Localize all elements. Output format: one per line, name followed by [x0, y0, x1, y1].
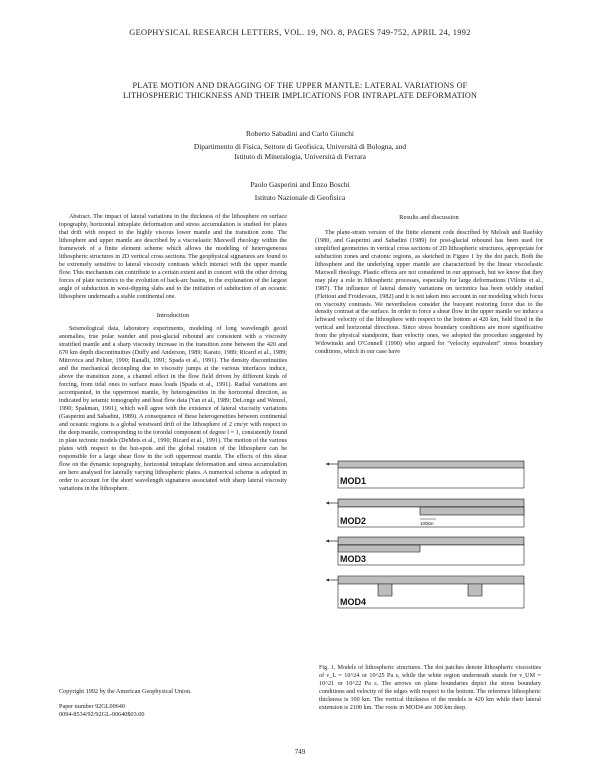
paper-number: Paper number 92GL00640 [59, 703, 125, 710]
journal-header: GEOPHYSICAL RESEARCH LETTERS, VOL. 19, NO. 8, PAGES 749-752, APRIL 24, 1992 [129, 28, 471, 37]
author-names-2: Paolo Gasperini and Enzo Boschi [250, 180, 350, 189]
affiliation-1b: Istituto di Mineralogia, Universitá di Ferrara [234, 152, 366, 161]
introduction-text: Seismological data, laboratory experiments, modeling of long wavelength geoid anomalies, true polar wander and post-glacial rebound are consistent with a viscosity stratified mantle and a sharp viscosity increase in the transition zone between the 420 and 670 km depth discontinuities (Duffy and Anderson, 1989; Karato, 1989; Ricard et al., 1989; Mitrovica and Peltier, 1990; Ranalli, 1991; Spada et al., 1991). The density discontinuities and the mechanical decoupling due to viscosity jumps at the various interfaces induce, above the transition zone, a channel effect in the flow field driven by different kinds of forcing, from tidal ones to surface mass loads (Spada et al., 1991). Radial variations are accompanied, in the uppermost mantle, by heterogeneities in the horizontal direction, as indicated by seismic tomography and heat flow data (Yan et al., 1989; DeLonge and Wenzel, 1990; Spakman, 1991), which well agree with the existence of lateral viscosity variations (Gasperini and Sabadini, 1989). A consequence of these heterogeneities between continental and oceanic regions is a global westward drift of the lithosphere of 2 cm/yr with respect to the deep mantle, corresponding to the toroidal component of degree l = 1, consistently found in plate tectonic models (DeMets et al., 1990; Ricard et al., 1991). The motion of the various plates with respect to the hot-spots and the global rotation of the lithosphere can be responsible for a large shear flow in the soft uppermost mantle. The effects of this shear flow on the dynamic topography, horizontal intraplate deformation and stress accumulation are here analysed for laterally varying lithospheric plates. A numerical scheme is adopted in order to account for the short wavelength signatures associated with sharp lateral viscosity variations in the lithosphere. [59, 326, 287, 492]
model-label-1: MOD1 [340, 476, 367, 486]
arrow-head-icon [326, 540, 329, 543]
paper-title [70, 81, 530, 101]
affiliation-2: Istituto Nazionale di Geofisica [254, 193, 346, 202]
arrow-head-icon [326, 502, 329, 505]
introduction-heading: Introduction [156, 312, 190, 320]
arrow-head-icon [326, 579, 329, 582]
model-label-4: MOD4 [340, 597, 367, 607]
copyright-notice: Copyright 1992 by the American Geophysical Union. [59, 688, 192, 695]
author-names-1: Roberto Sabadini and Carlo Giunchi [246, 129, 354, 138]
author-block-2 [110, 180, 490, 203]
title-line-1: PLATE MOTION AND DRAGGING OF THE UPPER MANTLE: LATERAL VARIATIONS OF [132, 81, 468, 90]
author-block-1 [110, 129, 490, 162]
paper-code: 0094-8534/92/92GL-00640$03.00 [59, 711, 145, 718]
results-text: The plane-strain version of the finite element code described by Melosh and Raefsky (1980, and Gasperini and Sabadini (1989) for post-glacial rebound has been used for simplified geometries in vertical cross sections of 2D lithospheric structures, appropriate for subduction zones and cratonic regions, as sketched in Figure 1 by the dot patch. Both the lithosphere and the underlying upper mantle are characterized by the linear viscoelastic Maxwell rheology. Plastic effects are not considered in our approach, but we know that they may play a role in lithospheric processes, especially for large deformations (Vilotte et al., 1987). The influence of lateral density variations on tectonics has been widely studied (Fleitout and Froidevaux, 1982) and it is not taken into account in our modeling which focus on viscosity contrasts. We nevertheless consider the buoyant restoring force due to the density contrast at the surface. In order to force a shear flow in the upper mantle we induce a leftward velocity of the lithosphere with respect to the bottom at 420 km, held fixed in the vertical and horizontal directions. Since stress boundary conditions are more significative from the physical standpoint, than velocity ones, we adopted the procedure suggested by Wdowinski and O'Connell (1990) who argued for "velocity equivalent" stress boundary conditions, which in our case have [315, 229, 543, 356]
abstract: Abstract. The impact of lateral variations in the thickness of the lithosphere on surface topography, horizontal intraplate deformation and stress accumulation is studied for plates that drift with respect to the highly viscous lower mantle and the transition zone. The lithosphere and upper mantle are described by a viscoelastic Maxwell rheology within the framework of a finite element scheme which allows the modeling of heterogeneous lithospheric structures in 2D vertical cross sections. The geophysical signatures are found to be extremely sensitive to lateral viscosity contrasts which interact with the upper mantle flow. This mechanism can contribute to a certain extent and in concert with the other driving forces of plate tectonics to the evolution of back-arc basins, to the explanation of the largest angle of subduction in west-dipping slabs and to the initiation of subduction of an oceanic lithosphere underneath a stable continental one. [59, 214, 287, 300]
model-label-3: MOD3 [340, 554, 367, 564]
right-column [315, 214, 543, 357]
figure-1-caption: Fig. 1. Models of lithospheric structures. The dot patches denote lithospheric viscosities of ν_L = 10^24 or 10^25 Pa s, while the white region underneath stands for ν_UM = 10^21 or 10^22 Pa s. The arrows on plane boundaries depict the stress boundary conditions and velocity of the edges with respect to the bottom. The reference lithospheric thickness is 100 km. The vertical thickness of the models is 420 km while their lateral extension is 2100 km. The roots in MOD4 are 300 km deep. [319, 665, 541, 711]
scale-label: 100km [420, 521, 434, 526]
left-column [59, 214, 287, 493]
affiliation-1a: Dipartimento di Fisica, Settore di Geofisica, Universitá di Bologna, and [193, 142, 407, 151]
model-label-2: MOD2 [340, 516, 367, 526]
page-number: 749 [294, 748, 306, 756]
title-line-2: LITHOSPHERIC THICKNESS AND THEIR IMPLICATIONS FOR INTRAPLATE DEFORMATION [122, 91, 478, 100]
figure-1 [318, 453, 526, 633]
arrow-head-icon [326, 463, 329, 466]
results-heading: Results and discussion [399, 214, 459, 221]
